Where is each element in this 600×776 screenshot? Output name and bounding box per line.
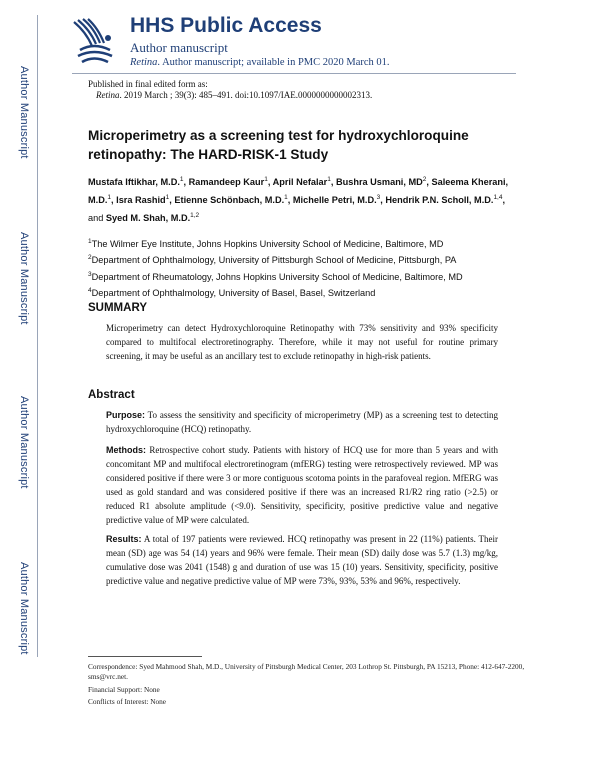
citation-line — [96, 90, 372, 100]
author-affiliation-sup: 3 — [376, 194, 381, 202]
author-name: Bushra Usmani, MD — [335, 177, 423, 188]
journal-name: Retina — [130, 57, 158, 68]
author-name: Saleema Kherani, M.D. — [88, 177, 509, 206]
methods-label: Methods: — [106, 445, 146, 455]
purpose-text: To assess the sensitivity and specificity of microperimetry (MP) as a screening test to detecting hydroxychloroquine (HCQ) retinopathy. — [106, 410, 498, 434]
author-affiliation-sup: 1,2 — [190, 212, 200, 220]
author-manuscript-subtitle: Author manuscript — [130, 40, 228, 55]
conflicts-footnote: Conflicts of Interest: None — [88, 697, 167, 706]
results-label: Results: — [106, 534, 142, 544]
methods-text: Retrospective cohort study. Patients with history of HCQ use for more than 5 years and with concomitant MP and multifocal electroretinogram (mfERG) testing were retrospectively reviewed. MP was considered positive if there were 3 or more contiguous scotoma points in the parafoveal region. MfERG was used as gold standard and was considered positive if there was an increased R1/R2 ring ratio (>2.5) or reduced R1 absolute amplitude (<9.0). Sensitivity, specificity, positive predictive value and negative predictive value of MP were calculated. — [106, 445, 498, 525]
and-word: and — [88, 213, 104, 224]
abstract-results — [106, 532, 498, 588]
author-manuscript-label: Author Manuscript — [18, 66, 30, 159]
author-manuscript-label: Author Manuscript — [18, 396, 30, 489]
author-list: Mustafa Iftikhar, M.D.$^1$, Ramandeep Kaur$^1$, April Nefalar$^1$, Bushra Usmani, $MD^2$, Saleema Kherani, M.D.$^1$, Isra Rashid$^1$, Etienne Schönbach, M.D.$^1$, Michelle Petri, M.D.$^3$, Hendrik P.N. Scholl, M.D.$^{1,4}$, and Syed M. Shah, M.D.$^{1,2}$ — [88, 176, 509, 224]
author-affiliation-sup: 1 — [107, 194, 112, 202]
affiliation-text: The Wilmer Eye Institute, Johns Hopkins University School of Medicine, Baltimore, MD — [91, 239, 444, 250]
summary-heading: SUMMARY — [88, 302, 147, 314]
author-name: Isra Rashid — [116, 195, 166, 206]
affiliation-text: Department of Rheumatology, Johns Hopkins University School of Medicine, Baltimore, MD — [91, 271, 463, 282]
author-affiliation-sup: 1 — [179, 176, 184, 183]
author-affiliation-sup: 1 — [284, 194, 288, 202]
results-text: A total of 197 patients were reviewed. HCQ retinopathy was present in 22 (11%) patients. Their mean (SD) age was 54 (14) years and 96% were female. Their mean (SD) daily dose was 5.7 (1.3) mg/kg, cumulative dose was 2041 (1548) g and duration of use was 15 (10) years. Sensitivity, specificity, positive predictive value and negative predictive value of MP were 73%, 93%, 53% and 96%, respectively. — [106, 534, 498, 586]
author-affiliation-sup: 1,4 — [493, 194, 503, 202]
author-affiliation-sup: 1 — [264, 176, 268, 183]
funding-footnote: Financial Support: None — [88, 685, 160, 694]
citation-details: . 2019 March ; 39(3): 485–491. doi:10.1097/IAE.0000000000002313. — [119, 90, 373, 100]
citation-journal: Retina — [96, 90, 120, 100]
correspondence-footnote: Correspondence: Syed Mahmood Shah, M.D., University of Pittsburgh Medical Center, 203 Lothrop St. Pittsburgh, PA 15213, Phone: 412-647-2200, sms@vrc.net. — [88, 662, 525, 681]
author-manuscript-label: Author Manuscript — [18, 232, 30, 325]
abstract-purpose — [106, 408, 498, 436]
author-affiliation-sup: 1 — [327, 176, 331, 183]
purpose-label: Purpose: — [106, 410, 146, 420]
availability-text: . Author manuscript; available in PMC 2020 March 01. — [157, 57, 390, 68]
affiliation-text: Department of Ophthalmology, University of Pittsburgh School of Medicine, Pittsburgh, PA — [91, 255, 457, 266]
author-name: Syed M. Shah, M.D. — [105, 213, 191, 224]
hhs-eagle-logo-icon — [72, 16, 116, 68]
hhs-public-access-title: HHS Public Access — [130, 14, 322, 37]
affiliation-item — [88, 268, 518, 284]
affiliation-text: Department of Ophthalmology, University of Basel, Basel, Switzerland — [91, 288, 376, 299]
summary-text: Microperimetry can detect Hydroxychloroquine Retinopathy with 73% sensitivity and 93% specificity compared to multifocal electroretinography. Therefore, while it may not useful for routine primary screening, it may be useful as an ancillary test to exclude retinopathy in high-risk patients. — [106, 323, 498, 361]
author-manuscript-label: Author Manuscript — [18, 562, 30, 655]
abstract-heading: Abstract — [88, 389, 135, 401]
author-name: Michelle Petri, M.D. — [292, 195, 377, 206]
footnote-divider — [88, 656, 202, 657]
author-affiliation-sup: 1 — [165, 194, 170, 202]
affiliation-number: 4 — [88, 287, 92, 295]
affiliation-item — [88, 251, 518, 267]
affiliation-number: 1 — [88, 238, 92, 245]
author-name: Mustafa Iftikhar, M.D. — [88, 177, 180, 188]
author-name: Hendrik P.N. Scholl, M.D. — [385, 195, 494, 206]
author-name: Ramandeep Kaur — [188, 177, 265, 188]
affiliation-list — [88, 235, 518, 300]
author-affiliation-sup: 2 — [422, 176, 427, 183]
affiliation-item — [88, 284, 518, 300]
header-divider — [72, 73, 516, 74]
author-name: April Nefalar — [272, 177, 328, 188]
journal-availability-line — [130, 57, 390, 68]
abstract-methods — [106, 443, 498, 527]
article-title: Microperimetry as a screening test for hydroxychloroquine retinopathy: The HARD-RISK-1 Study — [88, 128, 469, 162]
sidebar-divider — [37, 15, 38, 657]
author-name: Etienne Schönbach, M.D. — [174, 195, 285, 206]
affiliation-number: 3 — [88, 270, 92, 278]
published-in-label: Published in final edited form as: — [88, 79, 208, 89]
affiliation-item — [88, 235, 518, 251]
affiliation-number: 2 — [88, 254, 92, 262]
